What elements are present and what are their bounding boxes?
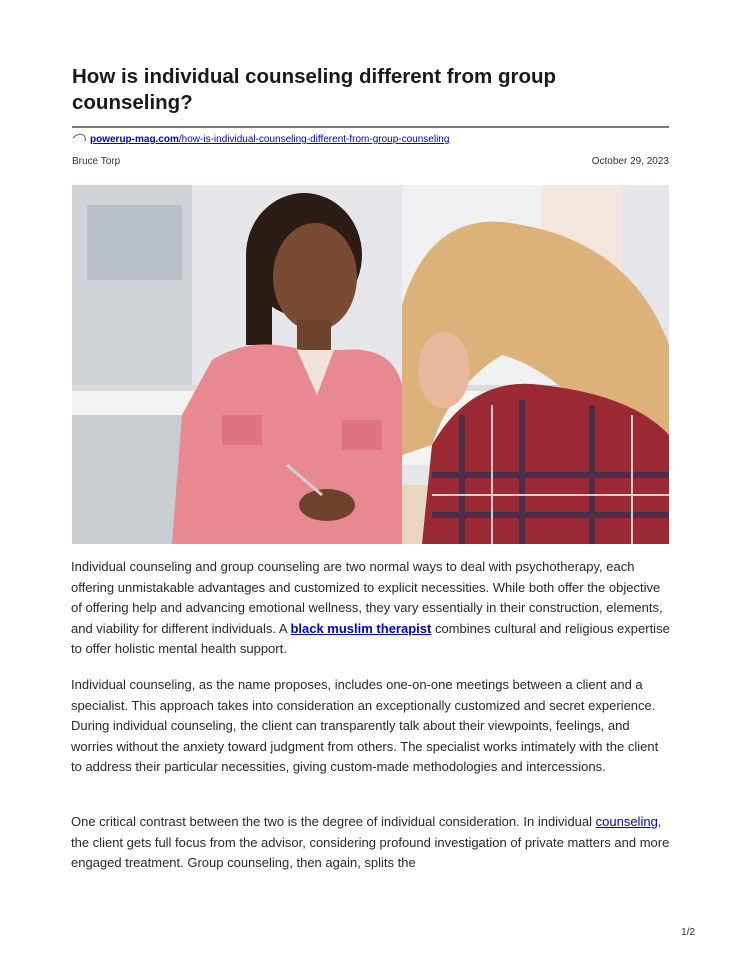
paragraph-1: Individual counseling and group counseling are two normal ways to deal with psychotherapy, each offering unmistakable advantages and customized to explicit necessities. While both offer the objective of offering help and advancing emotional wellness, they vary essentially in their construction, elements, and viability for different individuals. A black muslim therapist combines cultural and religious expertise to offer holistic mental health support. — [71, 559, 670, 656]
counseling-link[interactable]: counseling — [595, 814, 658, 829]
source-link[interactable]: powerup-mag.com/how-is-individual-counseling-different-from-group-counseling — [90, 134, 450, 145]
paragraph-3: One critical contrast between the two is the degree of individual consideration. In individual counseling, the client gets full focus from the advisor, considering profound investigation of private matters and more engaged treatment. Group counseling, then again, splits the — [71, 814, 670, 870]
paragraph-2: Individual counseling, as the name proposes, includes one-on-one meetings between a client and a specialist. This approach takes into consideration an exceptionally customized and secret experience. During individual counseling, the client can transparently talk about their viewpoints, feelings, and worries without the anxiety toward judgment from others. The specialist works intimately with the client to address their particular necessities, giving custom-made methodologies and intercessions. — [71, 677, 659, 774]
counseling-photo-illustration — [72, 185, 669, 544]
publish-date: October 29, 2023 — [591, 156, 669, 167]
page-number: 1/2 — [681, 927, 695, 938]
title-divider — [72, 126, 669, 128]
author-name: Bruce Torp — [72, 156, 121, 167]
page-title: How is individual counseling different from group counseling? — [72, 65, 557, 114]
link-icon — [71, 132, 88, 147]
article-photo — [72, 185, 669, 544]
source-line — [72, 133, 449, 146]
black-muslim-therapist-link[interactable]: black muslim therapist — [290, 620, 432, 636]
